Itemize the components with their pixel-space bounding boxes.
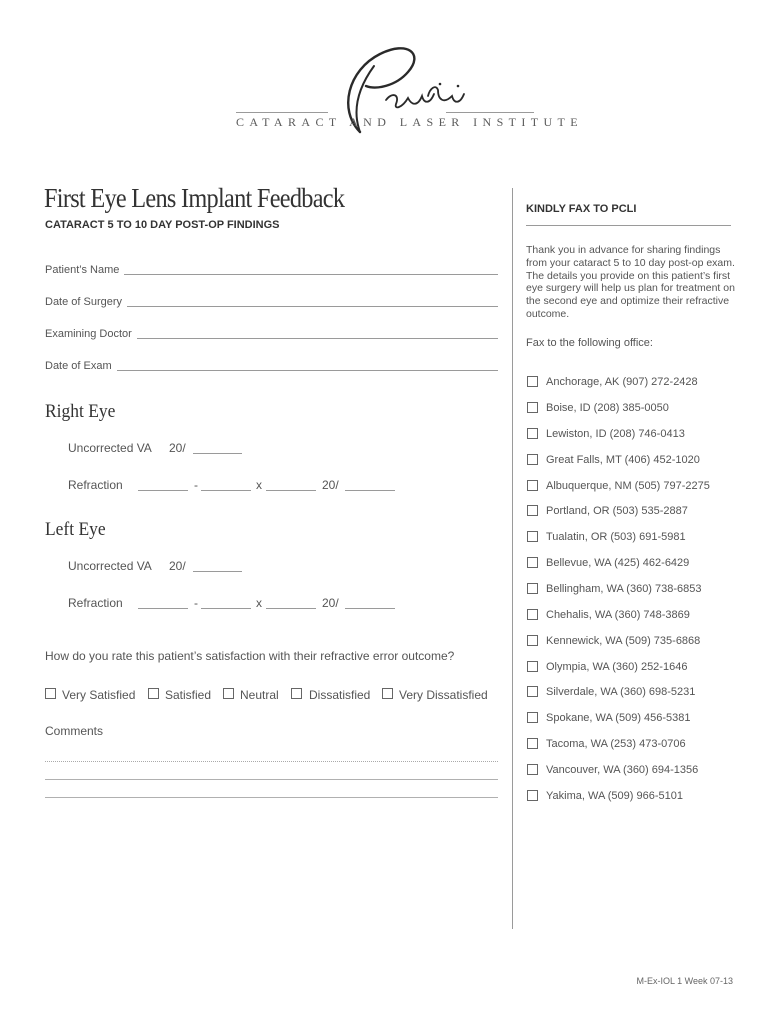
- office-checkbox-tualatin[interactable]: [527, 531, 538, 542]
- office-checkbox-yakima[interactable]: [527, 790, 538, 801]
- left-refraction-times: x: [256, 596, 262, 610]
- neutral-checkbox[interactable]: [223, 688, 234, 699]
- very-satisfied-checkbox[interactable]: [45, 688, 56, 699]
- office-checkbox-tacoma[interactable]: [527, 738, 538, 749]
- office-checkbox-boise[interactable]: [527, 402, 538, 413]
- fax-intro-text: Thank you in advance for sharing findings from your cataract 5 to 10 day post-op exam. The details you provide on this patient’s first eye surgery will help us plan for treatment on the second eye and optimize their refractive outcome.: [526, 244, 735, 320]
- form-code: M-Ex-IOL 1 Week 07-13: [636, 976, 733, 986]
- examining-doctor-label: Examining Doctor: [45, 328, 132, 340]
- office-label-albuquerque: Albuquerque, NM (505) 797-2275: [546, 480, 710, 492]
- office-label-great-falls: Great Falls, MT (406) 452-1020: [546, 454, 700, 466]
- date-of-surgery-field[interactable]: [127, 306, 498, 307]
- right-refraction-va-field[interactable]: [345, 490, 395, 491]
- right-uncorrected-va-label: Uncorrected VA: [68, 441, 152, 455]
- fax-heading-rule: [526, 225, 731, 226]
- right-refraction-va-prefix: 20/: [322, 478, 339, 492]
- office-checkbox-great-falls[interactable]: [527, 454, 538, 465]
- right-va-field[interactable]: [193, 453, 242, 454]
- office-label-tualatin: Tualatin, OR (503) 691-5981: [546, 531, 686, 543]
- right-refraction-axis-field[interactable]: [266, 490, 316, 491]
- office-checkbox-bellingham[interactable]: [527, 583, 538, 594]
- very-dissatisfied-checkbox[interactable]: [382, 688, 393, 699]
- date-of-exam-field[interactable]: [117, 370, 498, 371]
- left-refraction-dash: -: [194, 596, 198, 610]
- office-checkbox-silverdale[interactable]: [527, 686, 538, 697]
- satisfied-checkbox[interactable]: [148, 688, 159, 699]
- office-label-kennewick: Kennewick, WA (509) 735-6868: [546, 635, 701, 647]
- patient-name-label: Patient’s Name: [45, 264, 120, 276]
- office-checkbox-portland[interactable]: [527, 505, 538, 516]
- left-refraction-label: Refraction: [68, 596, 123, 610]
- left-refraction-cylinder-field[interactable]: [201, 608, 251, 609]
- form-title: First Eye Lens Implant Feedback: [44, 183, 345, 213]
- satisfied-label: Satisfied: [165, 688, 212, 702]
- dissatisfied-checkbox[interactable]: [291, 688, 302, 699]
- office-checkbox-anchorage[interactable]: [527, 376, 538, 387]
- office-checkbox-kennewick[interactable]: [527, 635, 538, 646]
- right-eye-heading: Right Eye: [45, 401, 116, 422]
- logo-script-mark: [300, 40, 480, 150]
- office-label-spokane: Spokane, WA (509) 456-5381: [546, 712, 691, 724]
- right-refraction-times: x: [256, 478, 262, 492]
- office-label-olympia: Olympia, WA (360) 252-1646: [546, 661, 688, 673]
- office-label-silverdale: Silverdale, WA (360) 698-5231: [546, 686, 696, 698]
- dissatisfied-label: Dissatisfied: [309, 688, 371, 702]
- date-of-exam-label: Date of Exam: [45, 360, 112, 372]
- examining-doctor-field[interactable]: [137, 338, 498, 339]
- fax-instruction: Fax to the following office:: [526, 337, 653, 349]
- comment-line-2[interactable]: [45, 779, 498, 780]
- right-refraction-dash: -: [194, 478, 198, 492]
- left-refraction-sphere-field[interactable]: [138, 608, 188, 609]
- office-checkbox-albuquerque[interactable]: [527, 480, 538, 491]
- left-refraction-va-prefix: 20/: [322, 596, 339, 610]
- office-label-chehalis: Chehalis, WA (360) 748-3869: [546, 609, 690, 621]
- left-va-prefix: 20/: [169, 559, 186, 573]
- logo-tagline: CATARACT AND LASER INSTITUTE: [236, 115, 584, 129]
- comment-line-3[interactable]: [45, 797, 498, 798]
- right-refraction-cylinder-field[interactable]: [201, 490, 251, 491]
- left-va-field[interactable]: [193, 571, 242, 572]
- left-uncorrected-va-label: Uncorrected VA: [68, 559, 152, 573]
- fax-heading: KINDLY FAX TO PCLI: [526, 203, 637, 215]
- office-checkbox-chehalis[interactable]: [527, 609, 538, 620]
- right-va-prefix: 20/: [169, 441, 186, 455]
- form-subtitle: CATARACT 5 TO 10 DAY POST-OP FINDINGS: [45, 219, 280, 231]
- neutral-label: Neutral: [240, 688, 279, 702]
- office-checkbox-olympia[interactable]: [527, 661, 538, 672]
- office-checkbox-vancouver[interactable]: [527, 764, 538, 775]
- comment-line-1[interactable]: [45, 761, 498, 762]
- office-label-lewiston: Lewiston, ID (208) 746-0413: [546, 428, 685, 440]
- office-checkbox-lewiston[interactable]: [527, 428, 538, 439]
- office-checkbox-spokane[interactable]: [527, 712, 538, 723]
- satisfaction-question: How do you rate this patient’s satisfaction with their refractive error outcome?: [45, 649, 455, 663]
- right-refraction-sphere-field[interactable]: [138, 490, 188, 491]
- left-refraction-axis-field[interactable]: [266, 608, 316, 609]
- office-label-vancouver: Vancouver, WA (360) 694-1356: [546, 764, 699, 776]
- left-eye-heading: Left Eye: [45, 519, 106, 540]
- office-label-anchorage: Anchorage, AK (907) 272-2428: [546, 376, 698, 388]
- date-of-surgery-label: Date of Surgery: [45, 296, 123, 308]
- comments-label: Comments: [45, 724, 104, 738]
- very-dissatisfied-label: Very Dissatisfied: [399, 688, 488, 702]
- left-refraction-va-field[interactable]: [345, 608, 395, 609]
- office-label-bellingham: Bellingham, WA (360) 738-6853: [546, 583, 702, 595]
- office-checkbox-bellevue[interactable]: [527, 557, 538, 568]
- column-divider: [512, 188, 513, 929]
- office-label-portland: Portland, OR (503) 535-2887: [546, 505, 688, 517]
- office-label-bellevue: Bellevue, WA (425) 462-6429: [546, 557, 690, 569]
- office-label-tacoma: Tacoma, WA (253) 473-0706: [546, 738, 686, 750]
- very-satisfied-label: Very Satisfied: [62, 688, 136, 702]
- patient-name-field[interactable]: [124, 274, 498, 275]
- right-refraction-label: Refraction: [68, 478, 123, 492]
- office-label-boise: Boise, ID (208) 385-0050: [546, 402, 669, 414]
- office-label-yakima: Yakima, WA (509) 966-5101: [546, 790, 683, 802]
